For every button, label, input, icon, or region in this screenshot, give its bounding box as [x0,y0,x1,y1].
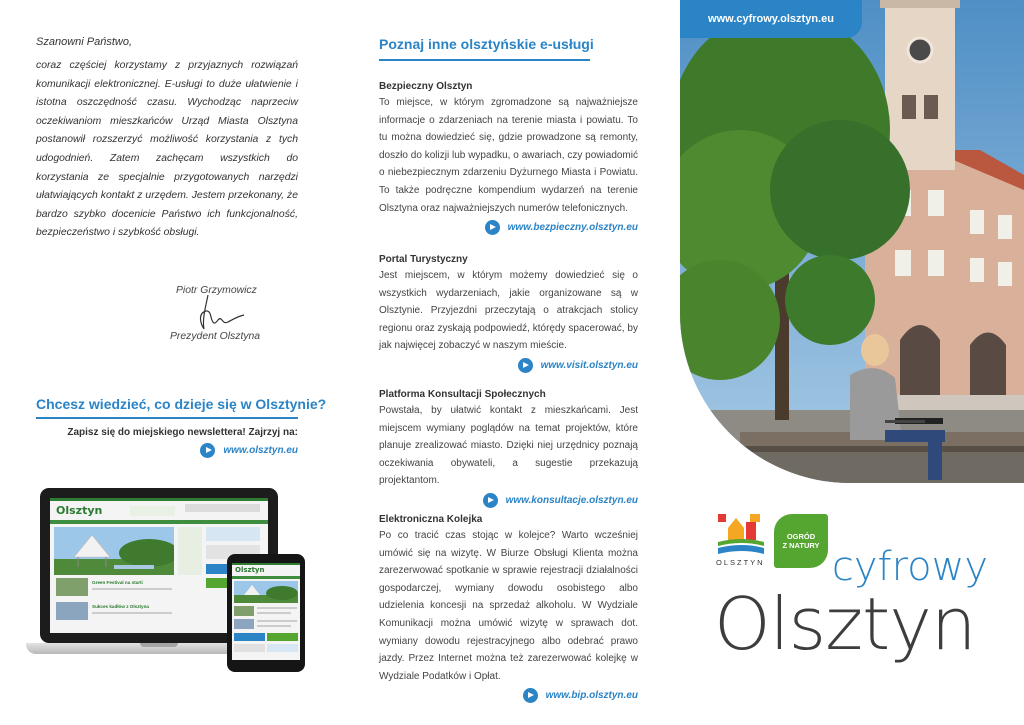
service-bezpieczny-olsztyn [379,81,638,235]
tablet-mockup [227,554,305,672]
letter-body: coraz częściej korzystamy z przyjaznych rozwiązań komunikacji elektronicznej. E-usługi to duże ułatwienie i istotna oszczędność czasu. Wychodząc naprzeciw oczekiwaniom mieszkańców Urząd Miasta Olsztyna postanowił rozszerzyć możliwość korzystania z tych udogodnień. Zatem zachęcam wszystkich do korzystania ze specjalnie przygotowanych narzędzi ułatwiających kontakt z urzędem. Jestem przekonany, że bardzo szybko docenicie Państwo ich funkcjonalność, bezpieczeństwo i szybkość obsługi. [36,60,298,239]
letter-section [36,36,298,243]
play-circle-icon [200,443,215,458]
service-title: Portal Turystyczny [379,254,468,265]
tablet-hero-image [234,581,298,603]
town-hall-illustration [680,0,1024,483]
service-title: Platforma Konsultacji Społecznych [379,389,546,400]
service-link-text[interactable]: www.konsultacje.olsztyn.eu [505,494,638,506]
newsletter-text: Zapisz się do miejskiego newslettera! Zajrzyj na: [67,427,298,438]
play-circle-icon [518,358,533,373]
website-hero-image [54,527,174,575]
tablet-website-logo: Olsztyn [235,566,265,574]
ogrod-z-natury-logo [774,514,828,568]
newsletter-divider [36,417,298,419]
newsletter-link[interactable] [200,443,298,458]
services-header [379,36,638,61]
service-link[interactable] [379,493,638,508]
play-circle-icon [523,688,538,703]
service-elektroniczna-kolejka [379,514,638,703]
letter-greeting: Szanowni Państwo, [36,36,132,48]
cover-photo [680,0,1024,483]
signature-title: Prezydent Olsztyna [170,331,261,342]
service-link-text[interactable]: www.bip.olsztyn.eu [545,690,638,702]
newsletter-heading: Chcesz wiedzieć, co dzieje się w Olsztynie? [36,396,327,412]
city-logo-text: OLSZTYN [716,558,765,567]
services-heading: Poznaj inne olsztyńskie e-usługi [379,36,594,52]
service-description: To miejsce, w którym zgromadzone są najważniejsze informacje o zdarzeniach na terenie miasta i powiatu. To tu można dowiedzieć się, gdzie prowadzone są remonty, doszło do kolizji lub wypadku, o awariach, czy powiadomić o niebezpiecznym zdarzeniu Dyżurnego Miasta i Powiatu. To także podręczne kompendium wydarzeń na terenie Olsztyna oraz najważniejszych numerów telefonicznych. [379,97,638,214]
cover-url-tab[interactable] [680,0,862,38]
tablet-website-preview [232,563,300,660]
city-logo-icon [716,512,766,556]
cover-url[interactable]: www.cyfrowy.olsztyn.eu [708,13,834,25]
service-link[interactable] [379,358,638,373]
laptop-notch [140,643,178,647]
service-description: Po co tracić czas stojąc w kolejce? Warto wcześniej umówić się na wizytę. W Biurze Obsługi Klienta można zarezerwować spotkanie w sprawie rejestracji działalności gospodarczej, wymiany dowodu osobistego albo udzielenia koncesji na sprzedaż alkoholu. W Wydziale Komunikacji można umówić wizytę w sprawach dot. wymiany dowodu rejestracyjnego albo odebrać prawo jazdy. Przez Internet można też zarezerwować kolejkę w Wydziale Podatków i Opłat. [379,530,638,682]
service-description: Jest miejscem, w którym możemy dowiedzieć się o wszystkich wydarzeniach, jakie organizowane są w Olsztynie. Przyjezdni przeczytają o atrakcjach stolicy regionu oraz zyskają podpowiedź, którędy spacerować, by jak najwięcej zobaczyć w naszym mieście. [379,270,638,352]
signature-icon [190,293,250,333]
service-title: Bezpieczny Olsztyn [379,81,473,92]
cover-title-small: cyfrowy [831,544,988,590]
website-headline-1: Green Festival na starti [92,580,143,585]
website-logo: Olsztyn [56,504,103,517]
website-headline-2: Sukces kadłów z Olsztyna [92,604,149,609]
service-link-text[interactable]: www.bezpieczny.olsztyn.eu [507,222,638,234]
service-description: Powstała, by ułatwić kontakt z mieszkańcami. Jest miejscem wymiany poglądów na temat projektów, które planuje zrealizować miasto. Dzięki niej urzędnicy poznają oczekiwania obywateli, a sugestie przekazują projektantom. [379,405,638,487]
service-platforma-konsultacji [379,389,638,508]
services-divider [379,59,590,61]
signature-name: Piotr Grzymowicz [176,285,257,296]
ogrod-logo-line1: OGRÓD [786,532,816,541]
ogrod-logo-line2: Z NATURY [782,541,820,550]
cover-title-big: Olsztyn [714,582,976,666]
newsletter-link-text[interactable]: www.olsztyn.eu [223,445,298,456]
service-link-text[interactable]: www.visit.olsztyn.eu [540,359,638,371]
play-circle-icon [485,220,500,235]
signature-block [170,285,280,345]
service-link[interactable] [379,220,638,235]
service-portal-turystyczny [379,254,638,373]
play-circle-icon [483,493,498,508]
service-title: Elektroniczna Kolejka [379,514,483,525]
service-link[interactable] [379,688,638,703]
